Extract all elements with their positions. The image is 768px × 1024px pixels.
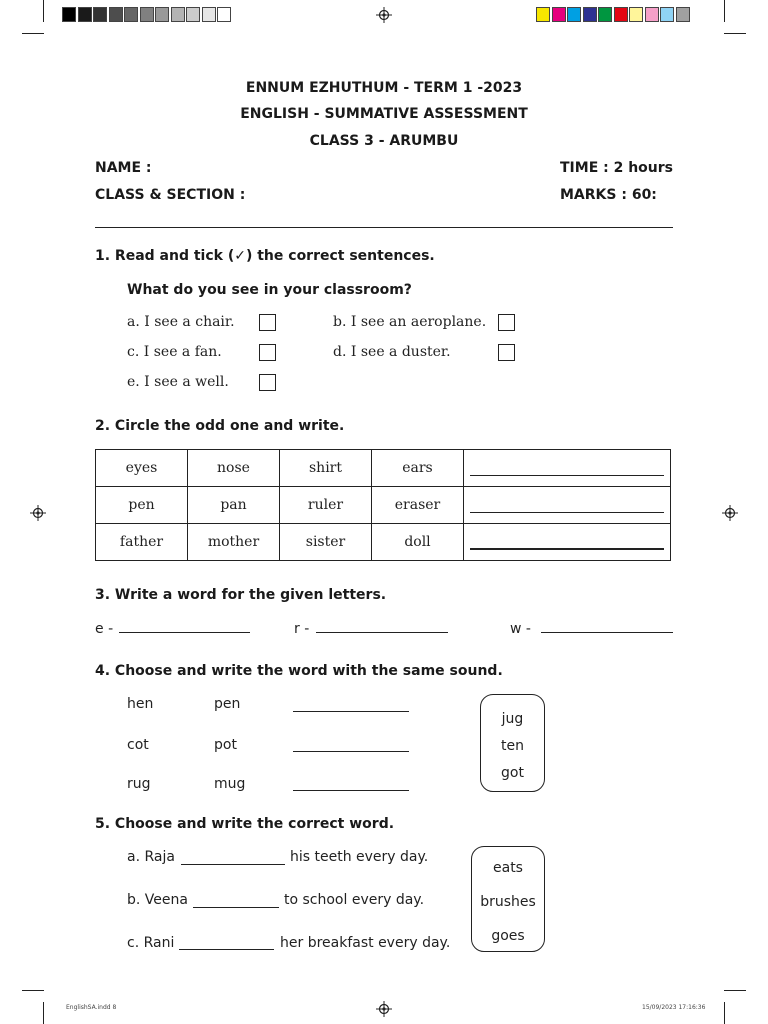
checkbox-icon[interactable] [259, 314, 276, 331]
process-swatch [567, 7, 581, 22]
table-cell: pen [96, 487, 188, 524]
word-right: mug [214, 776, 246, 792]
footer-file: EnglishSA.indd 8 [66, 1004, 117, 1011]
question-4-title: 4. Choose and write the word with the same sound. [95, 663, 503, 679]
table-cell: sister [280, 524, 372, 561]
answer-line[interactable] [293, 751, 409, 752]
gray-swatch [202, 7, 216, 22]
gray-swatch [155, 7, 169, 22]
gray-swatch [124, 7, 138, 22]
table-row [96, 450, 671, 487]
exam-title: ENNUM EZHUTHUM - TERM 1 -2023 [245, 80, 523, 96]
table-cell: mother [188, 524, 280, 561]
letter-r: r - [294, 621, 310, 637]
answer-line[interactable] [181, 864, 285, 865]
table-cell: doll [372, 524, 464, 561]
option-d: d. I see a duster. [333, 344, 451, 360]
table-row [96, 487, 671, 524]
question-1-title: 1. Read and tick (✓) the correct sentences. [95, 248, 435, 264]
process-swatch [645, 7, 659, 22]
exam-class: CLASS 3 - ARUMBU [309, 133, 459, 149]
word-box [480, 694, 545, 792]
gray-swatch [217, 7, 231, 22]
odd-one-table [95, 449, 671, 561]
process-swatch [629, 7, 643, 22]
gray-swatch [109, 7, 123, 22]
table-cell: ears [372, 450, 464, 487]
footer-timestamp: 15/09/2023 17:16:36 [642, 1004, 706, 1011]
table-cell: ruler [280, 487, 372, 524]
gray-swatch [78, 7, 92, 22]
option-b: b. I see an aeroplane. [333, 314, 487, 330]
process-swatch [552, 7, 566, 22]
gray-swatch [140, 7, 154, 22]
box-word: ten [501, 738, 524, 754]
table-cell: father [96, 524, 188, 561]
process-swatch [614, 7, 628, 22]
gray-swatch [93, 7, 107, 22]
gray-swatch [62, 7, 76, 22]
box-word: eats [493, 860, 523, 876]
process-swatch [583, 7, 597, 22]
sentence-suffix: to school every day. [284, 892, 425, 908]
box-word: goes [491, 928, 525, 944]
table-cell: nose [188, 450, 280, 487]
checkbox-icon[interactable] [259, 374, 276, 391]
checkbox-icon[interactable] [498, 314, 515, 331]
header-divider [95, 227, 673, 228]
gray-swatch [171, 7, 185, 22]
table-cell: shirt [280, 450, 372, 487]
answer-line[interactable] [179, 949, 274, 950]
word-left: hen [127, 696, 154, 712]
word-right: pen [214, 696, 241, 712]
word-right: pot [214, 737, 237, 753]
box-word: got [501, 765, 524, 781]
box-word: brushes [480, 894, 536, 910]
question-2-title: 2. Circle the odd one and write. [95, 418, 345, 434]
word-left: rug [127, 776, 151, 792]
checkbox-icon[interactable] [498, 344, 515, 361]
sentence-prefix: b. Veena [127, 892, 188, 908]
registration-mark-icon [376, 1001, 392, 1017]
question-3-title: 3. Write a word for the given letters. [95, 587, 387, 603]
gray-swatch [186, 7, 200, 22]
table-cell: eraser [372, 487, 464, 524]
letter-e: e - [95, 621, 114, 637]
time-label: TIME : 2 hours [560, 160, 674, 176]
registration-mark-icon [722, 505, 738, 521]
process-swatch [676, 7, 690, 22]
letter-w: w - [510, 621, 531, 637]
answer-line[interactable] [119, 632, 250, 633]
registration-mark-icon [30, 505, 46, 521]
answer-cell[interactable] [464, 487, 671, 524]
table-cell: pan [188, 487, 280, 524]
option-c: c. I see a fan. [127, 344, 222, 360]
answer-line[interactable] [293, 790, 409, 791]
answer-line[interactable] [316, 632, 448, 633]
checkbox-icon[interactable] [259, 344, 276, 361]
answer-cell[interactable] [464, 524, 671, 561]
sentence-prefix: c. Rani [127, 935, 175, 951]
table-row [96, 524, 671, 561]
class-section-label: CLASS & SECTION : [95, 187, 246, 203]
process-swatch [598, 7, 612, 22]
word-box [471, 846, 545, 952]
sentence-suffix: her breakfast every day. [280, 935, 451, 951]
option-e: e. I see a well. [127, 374, 229, 390]
answer-line[interactable] [541, 632, 673, 633]
answer-line[interactable] [193, 907, 279, 908]
marks-label: MARKS : 60: [560, 187, 657, 203]
name-label: NAME : [95, 160, 152, 176]
process-swatch [536, 7, 550, 22]
answer-line[interactable] [293, 711, 409, 712]
answer-cell[interactable] [464, 450, 671, 487]
table-cell: eyes [96, 450, 188, 487]
exam-subject: ENGLISH - SUMMATIVE ASSESSMENT [240, 106, 528, 122]
registration-mark-icon [376, 7, 392, 23]
question-5-title: 5. Choose and write the correct word. [95, 816, 395, 832]
box-word: jug [501, 711, 524, 727]
word-left: cot [127, 737, 149, 753]
question-1-subtitle: What do you see in your classroom? [127, 282, 412, 298]
sentence-prefix: a. Raja [127, 849, 175, 865]
process-swatch [660, 7, 674, 22]
sentence-suffix: his teeth every day. [290, 849, 429, 865]
option-a: a. I see a chair. [127, 314, 235, 330]
